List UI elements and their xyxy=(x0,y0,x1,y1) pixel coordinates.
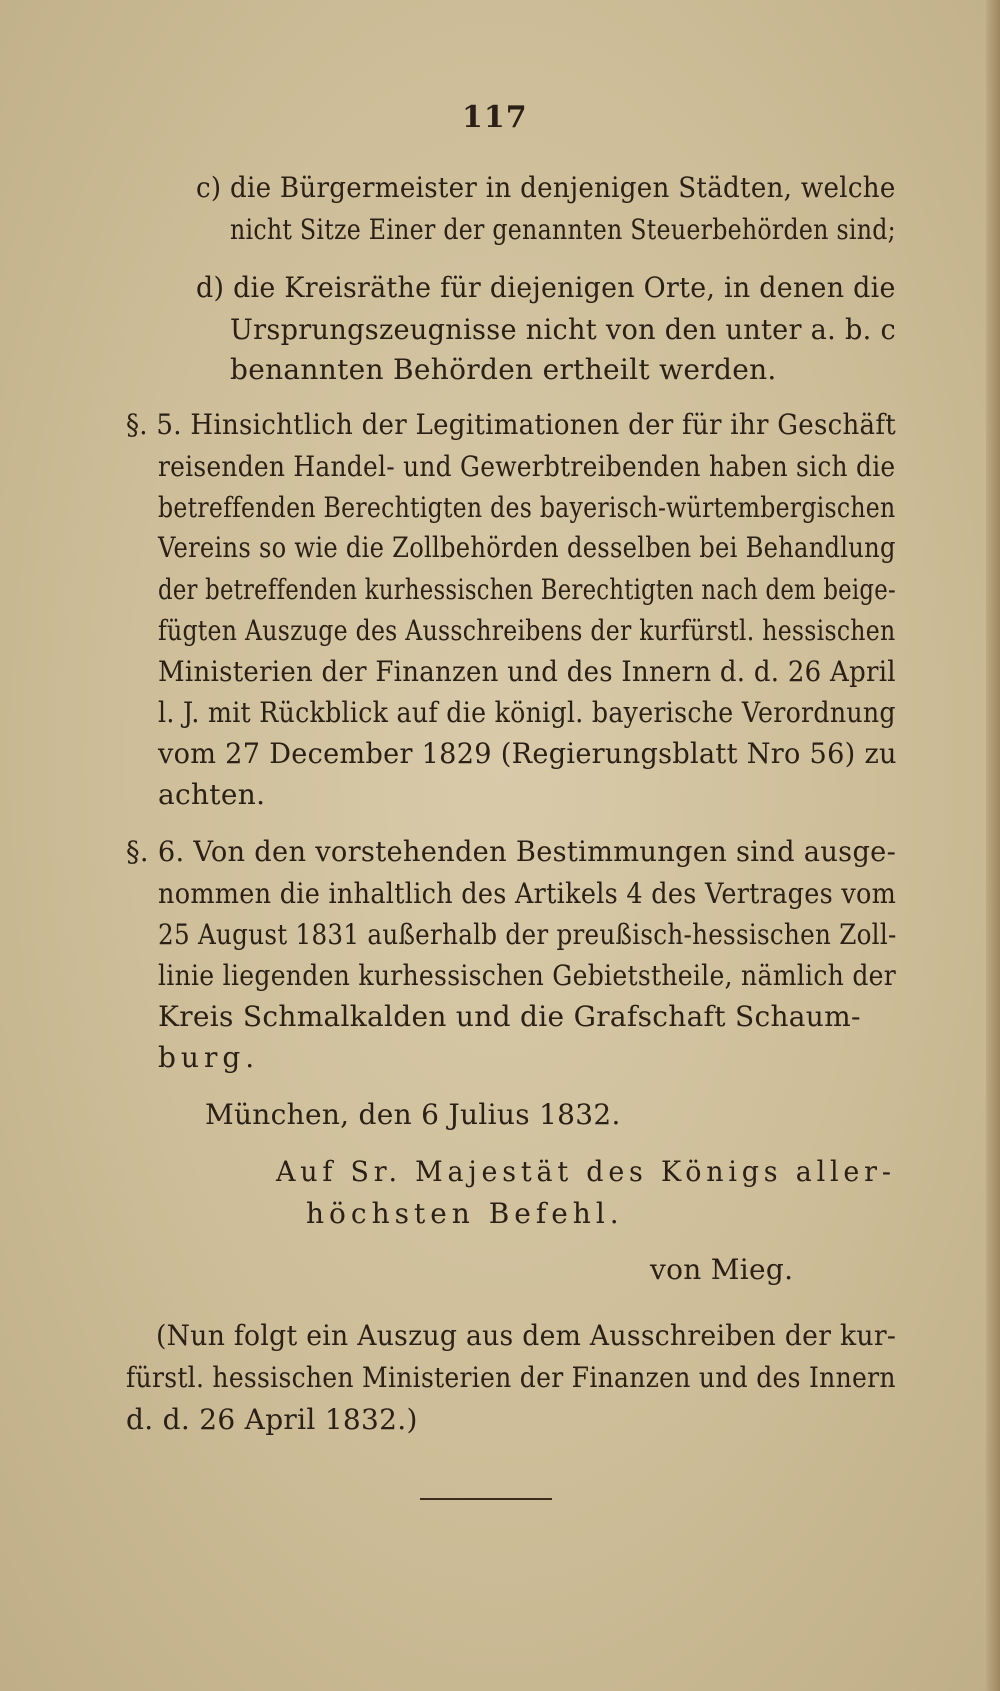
place-date: München, den 6 Julius 1832. xyxy=(205,1098,621,1131)
page-number: 117 xyxy=(462,100,528,135)
section-6-line-6: burg. xyxy=(158,1041,260,1074)
section-6-line-1: §. 6. Von den vorstehenden Bestimmungen sind ausge- xyxy=(126,835,897,868)
section-5-line-5: der betreffenden kurhessischen Berechtigten nach dem beige- xyxy=(158,573,896,606)
page-edge xyxy=(986,0,1000,1691)
item-d-line-2: Ursprungszeugnisse nicht von den unter a. b. c xyxy=(230,313,896,346)
end-rule xyxy=(420,1498,552,1500)
section-5-line-9: vom 27 December 1829 (Regierungsblatt Nro 56) zu xyxy=(158,737,897,770)
note-line-1: (Nun folgt ein Auszug aus dem Ausschreiben der kur- xyxy=(156,1319,897,1352)
section-6-line-4: linie liegenden kurhessischen Gebietstheile, nämlich der xyxy=(158,959,897,992)
note-line-3: d. d. 26 April 1832.) xyxy=(126,1403,418,1436)
royal-order-line-2: höchsten Befehl. xyxy=(306,1197,624,1230)
royal-order-line-1: Auf Sr. Majestät des Königs aller- xyxy=(276,1155,896,1188)
section-5-line-10: achten. xyxy=(158,778,266,811)
section-5-line-8: l. J. mit Rückblick auf die königl. bayerische Verordnung xyxy=(158,696,896,729)
section-5-line-2: reisenden Handel- und Gewerbtreibenden haben sich die xyxy=(158,450,896,483)
item-d-line-1: d) die Kreisräthe für diejenigen Orte, in denen die xyxy=(196,271,896,304)
section-6-line-3: 25 August 1831 außerhalb der preußisch-hessischen Zoll- xyxy=(158,918,897,951)
signature: von Mieg. xyxy=(650,1253,794,1286)
item-c-line-2: nicht Sitze Einer der genannten Steuerbehörden sind; xyxy=(230,213,896,246)
section-5-line-6: fügten Auszuge des Ausschreibens der kurfürstl. hessischen xyxy=(158,614,896,647)
item-c-line-1: c) die Bürgermeister in denjenigen Städten, welche xyxy=(196,171,896,204)
note-line-2: fürstl. hessischen Ministerien der Finanzen und des Innern xyxy=(126,1361,896,1394)
section-5-line-7: Ministerien der Finanzen und des Innern d. d. 26 April xyxy=(158,655,896,688)
section-5-line-3: betreffenden Berechtigten des bayerisch-würtembergischen xyxy=(158,491,896,524)
item-d-line-3: benannten Behörden ertheilt werden. xyxy=(230,353,777,386)
section-6-line-2: nommen die inhaltlich des Artikels 4 des Vertrages vom xyxy=(158,877,897,910)
section-6-line-5: Kreis Schmalkalden und die Grafschaft Schaum- xyxy=(158,1000,861,1033)
section-5-line-1: §. 5. Hinsichtlich der Legitimationen der für ihr Geschäft xyxy=(126,408,897,441)
section-5-line-4: Vereins so wie die Zollbehörden desselben bei Behandlung xyxy=(158,531,896,564)
